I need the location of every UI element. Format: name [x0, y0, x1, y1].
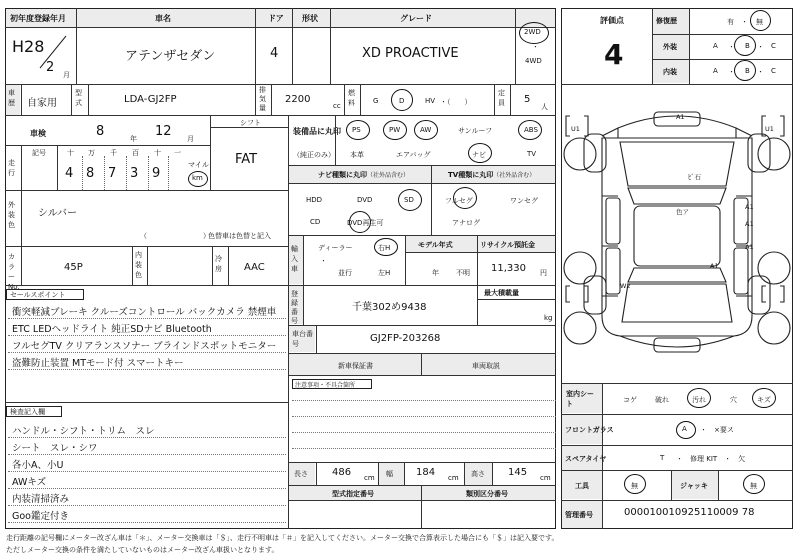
inspector-note-line: ハンドル・シフト・トリム スレ	[12, 426, 155, 437]
mileage-unit-label: 千	[110, 149, 117, 157]
width-value: 184	[416, 467, 436, 478]
seat-condition-option: 汚れ	[692, 396, 706, 404]
navi-option: DVD再生可	[347, 219, 384, 227]
import-right-hand: 右H	[378, 244, 391, 252]
length-label: 長さ	[294, 470, 308, 478]
shift-value: FAT	[235, 152, 258, 167]
grade-option: C	[771, 67, 776, 75]
equip-item: 本革	[350, 151, 364, 159]
color-code-value: 45P	[64, 262, 83, 273]
score-value: 4	[604, 38, 624, 71]
damage-code: ﾋﾞ石	[688, 173, 701, 181]
mileage-unit-label: 百	[132, 149, 139, 157]
equip-item: サンルーフ	[458, 127, 493, 135]
sales-point-line: 衝突軽減ブレーキ クルーズコントロール バックカメラ 禁煙車	[12, 307, 277, 318]
grade-sep: ・	[757, 68, 764, 76]
equip-item: AW	[420, 126, 432, 134]
tv-option: アナログ	[452, 219, 480, 227]
interior-color-label: 内装色	[135, 251, 142, 279]
capacity-label: 定員	[498, 89, 505, 107]
ac-value: AAC	[244, 262, 265, 273]
length-value: 486	[332, 467, 352, 478]
sales-point-line: フルセグTV クリアランスソナー ブラインドスポットモニター	[12, 341, 277, 352]
sales-point-line: ETC LEDヘッドライト 純正SDナビ Bluetooth	[12, 324, 212, 335]
inspection-month: 12	[155, 124, 172, 139]
damage-code: W2	[620, 282, 631, 290]
mileage-digit: 4	[65, 166, 74, 181]
damage-code: A1	[745, 243, 754, 251]
inspector-label: 検査記入欄	[10, 408, 45, 416]
navi-option: CD	[310, 218, 321, 226]
import-label: 輸入車	[291, 245, 298, 273]
footer-note-1: 走行距離の記号欄にメーター改ざん車は「＊」、メーター交換車は「＄」、走行不明車は「＃」を記入してください。メーター交換で合算表示した場合にも「＄」は記入要です。	[6, 534, 559, 542]
color-code-label: カラーNo.	[8, 253, 20, 291]
inspector-note-line: 各小A、小U	[12, 460, 64, 471]
tv-option: フルセグ	[445, 197, 473, 205]
mileage-digit: 7	[108, 166, 117, 181]
score-label: 評価点	[600, 16, 624, 25]
seat-condition-option: 破れ	[655, 396, 669, 404]
management-number: 000010010925110009 78	[624, 507, 755, 518]
navi-option: DVD	[357, 196, 373, 204]
damage-code: A1	[745, 203, 754, 211]
navi-option: SD	[404, 196, 414, 204]
management-number-label: 管理番号	[565, 511, 593, 519]
first-reg-era: H28	[12, 37, 45, 56]
model-value: LDA-GJ2FP	[124, 94, 177, 105]
interior-label: 内装	[663, 68, 677, 76]
model-label: 型式	[75, 89, 82, 107]
car-diagram	[562, 86, 792, 382]
navi-title: ナビ種類に丸印（社外品含む）	[318, 171, 410, 179]
color-value: シルバー	[38, 208, 78, 219]
recycle-value: 11,330	[491, 263, 526, 274]
height-value: 145	[508, 467, 528, 478]
grade-label: グレード	[400, 14, 432, 23]
width-label: 幅	[386, 470, 393, 478]
door-label: ドア	[268, 14, 284, 23]
mileage-digit: 8	[86, 166, 95, 181]
max-load-label: 最大積載量	[484, 289, 519, 297]
type-number-label: 型式指定番号	[332, 490, 374, 498]
inspector-note-line: 内装清掃済み	[12, 494, 70, 505]
inspection-label: 車検	[30, 129, 46, 138]
color-label: 外装色	[8, 201, 15, 229]
equip-label: 装備品に丸印	[293, 127, 341, 136]
mileage-km: km	[192, 174, 203, 182]
grade-value: XD PROACTIVE	[362, 46, 459, 61]
grade-option: B	[745, 67, 750, 75]
mileage-unit-label: 万	[88, 149, 95, 157]
seat-condition-option: キズ	[757, 396, 771, 404]
jack-none: 無	[750, 482, 757, 490]
mileage-label: 走行	[8, 159, 15, 177]
mileage-unit-label: 十	[67, 149, 74, 157]
chassis-label: 車台番号	[292, 330, 313, 348]
tools-label: 工具	[575, 482, 589, 490]
use-value: 自家用	[27, 98, 57, 109]
fuel-label: 燃料	[348, 89, 355, 107]
grade-option: C	[771, 42, 776, 50]
tv-title: TV種類に丸印（社外品含む）	[448, 171, 536, 179]
mileage-digit: 3	[130, 166, 139, 181]
grade-option: B	[745, 42, 750, 50]
jack-label: ジャッキ	[680, 482, 708, 490]
seat-condition-option: 穴	[730, 396, 737, 404]
notes-label: 注意事項・不具合箇所	[295, 382, 356, 389]
vehicle-manual: 車両取説	[472, 362, 500, 370]
tv-option: ワンセグ	[510, 197, 538, 205]
windshield-a: A	[682, 425, 687, 433]
mileage-unit-label: 一	[174, 149, 181, 157]
inspector-note-line: AWキズ	[12, 477, 47, 488]
displacement-label: 排気量	[259, 86, 266, 112]
footer-note-2: ただしメーター交換の条件を満たしていないものはメーター改ざん車扱いとなります。	[6, 546, 279, 554]
sales-point-line: 盗難防止装置 MTモード付 スマートキー	[12, 358, 184, 369]
damage-code: 色ア	[676, 208, 689, 216]
grade-sep: ・	[757, 43, 764, 51]
equip-item: TV	[527, 150, 537, 158]
seat-condition-option: コゲ	[623, 396, 637, 404]
equip-item: エアバッグ	[396, 151, 431, 159]
capacity-value: 5	[524, 94, 531, 105]
damage-code: A1	[676, 113, 685, 121]
model-year-label: モデル年式	[418, 241, 453, 249]
shape-label: 形状	[302, 14, 318, 23]
drive-2wd: 2WD	[524, 28, 541, 36]
displacement-value: 2200	[285, 94, 311, 105]
repair-none: 無	[756, 18, 763, 26]
first-reg-label: 初年度登録年月	[10, 14, 66, 23]
category-number-label: 類別区分番号	[466, 490, 508, 498]
inspector-note-line: Goo鑑定付き	[12, 511, 69, 522]
exterior-label: 外装	[663, 43, 677, 51]
seat-label: 室内シート	[566, 390, 594, 408]
damage-code: A1	[710, 262, 719, 270]
first-reg-month: 2	[46, 60, 55, 75]
height-label: 高さ	[471, 470, 485, 478]
plate-label: 登録番号	[291, 290, 298, 325]
mileage-digit: 9	[152, 166, 161, 181]
damage-code: A1	[745, 220, 754, 228]
mileage-unit-label: 十	[154, 149, 161, 157]
inspector-note-line: シート スレ・シワ	[12, 443, 98, 454]
door-count: 4	[270, 46, 279, 61]
recycle-label: リサイクル預託金	[480, 241, 536, 249]
spare-tire-label: スペアタイヤ	[565, 455, 607, 463]
color-note: 色替車は色替と記入	[208, 232, 271, 240]
grade-option: A	[713, 67, 718, 75]
damage-code: U1	[571, 125, 580, 133]
use-label: 車歴	[8, 89, 15, 107]
equip-item: PW	[389, 126, 401, 134]
sales-points-label: セールスポイント	[10, 291, 66, 299]
repair-history-label: 修復歴	[656, 17, 677, 25]
chassis-value: GJ2FP-203268	[370, 333, 441, 344]
car-name-label: 車名	[155, 14, 171, 23]
grade-sep: ・	[728, 43, 735, 51]
inspection-year: 8	[96, 124, 105, 139]
new-car-warranty: 新車保証書	[338, 362, 373, 370]
drive-4wd: 4WD	[525, 57, 542, 65]
grade-sep: ・	[728, 68, 735, 76]
damage-code: U1	[765, 125, 774, 133]
car-name: アテンザセダン	[125, 49, 216, 64]
fuel-diesel: D	[399, 97, 405, 105]
ac-label: 冷房	[215, 255, 222, 273]
plate-value: 千葉302め9438	[352, 302, 427, 313]
first-reg-month-unit: 月	[63, 71, 70, 79]
grade-option: A	[713, 42, 718, 50]
windshield-label: フロントガラス	[565, 426, 614, 434]
equip-item: PS	[352, 126, 361, 134]
equip-item: ABS	[524, 126, 538, 134]
tools-none: 無	[631, 482, 638, 490]
equip-item: ナビ	[472, 151, 486, 159]
navi-option: HDD	[306, 196, 323, 204]
shift-label: シフト	[240, 119, 261, 127]
